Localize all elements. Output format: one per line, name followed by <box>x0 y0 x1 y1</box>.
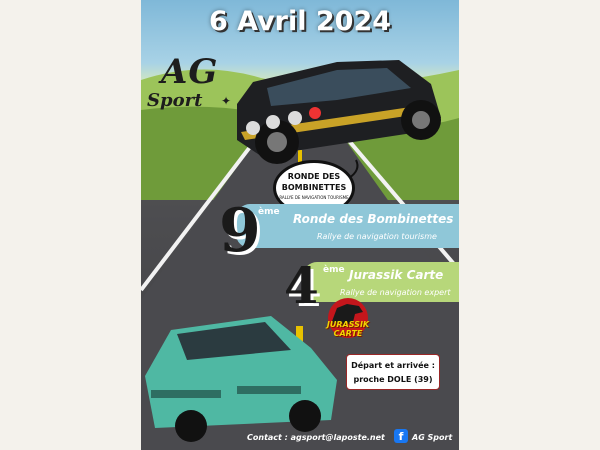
ag-sport-logo <box>147 52 243 118</box>
event-1-ordinal: ème <box>258 207 280 217</box>
event-1-number: 9 <box>219 196 261 266</box>
event-poster <box>141 0 459 450</box>
start-finish-box <box>346 354 440 390</box>
facebook-icon: f <box>394 429 408 443</box>
event-2-ordinal: ème <box>323 265 345 275</box>
event-1-subtitle: Rallye de navigation tourisme <box>317 232 437 241</box>
plate-line-1: RONDE DES <box>287 172 341 181</box>
event-2-title: Jurassik Carte <box>349 268 444 282</box>
contact-email: Contact : agsport@laposte.net <box>247 433 385 442</box>
plate-line-2: BOMBINETTES <box>281 183 347 192</box>
event-1-title: Ronde des Bombinettes <box>293 212 454 226</box>
jurassik-carte-logo <box>313 296 383 340</box>
jurassik-logo-text: JURASSIK CARTE <box>326 320 370 338</box>
info-line-1: Départ et arrivée : <box>351 361 435 370</box>
event-date: 6 Avril 2024 <box>208 6 392 37</box>
facebook-label: AG Sport <box>412 433 453 442</box>
logo-sport-text: Sport <box>147 90 203 111</box>
logo-ag-text: AG <box>161 52 219 92</box>
event-2-subtitle: Rallye de navigation expert <box>340 288 451 297</box>
event-2-number: 4 <box>284 256 319 315</box>
compass-icon: ✦ <box>221 94 232 108</box>
plate-line-3: RALLYE DE NAVIGATION TOURISME <box>279 195 349 200</box>
info-line-2: proche DOLE (39) <box>353 375 433 384</box>
